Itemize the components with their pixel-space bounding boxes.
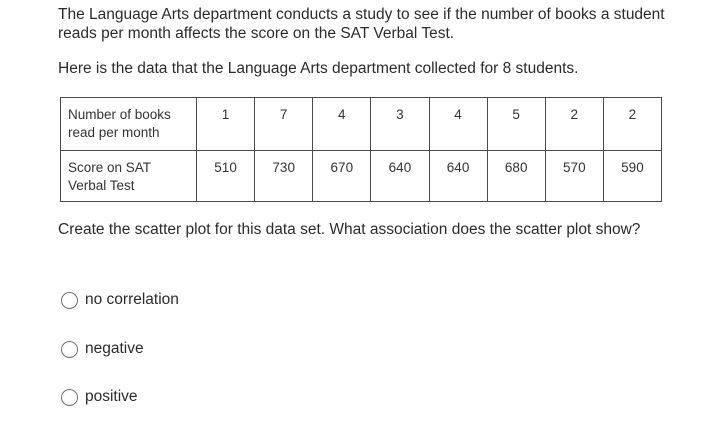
choice-label: no correlation (85, 291, 179, 308)
row-header-books: Number of books read per month (61, 98, 197, 151)
data-lead-in: Here is the data that the Language Arts department collected for 8 students. (58, 60, 579, 77)
table-cell: 730 (255, 151, 313, 202)
table-cell: 4 (313, 98, 371, 151)
table-cell: 3 (371, 98, 429, 151)
table-cell: 640 (371, 151, 429, 202)
table-cell: 4 (429, 98, 487, 151)
radio-button[interactable] (61, 341, 78, 358)
choice-positive[interactable] (61, 386, 138, 408)
choice-label: positive (85, 388, 138, 405)
table-row-scores (61, 151, 662, 202)
data-table (60, 97, 662, 202)
question-text: Create the scatter plot for this data set. What association does the scatter plot show? (58, 221, 641, 238)
table-cell: 590 (603, 151, 661, 202)
table-cell: 640 (429, 151, 487, 202)
table-cell: 680 (487, 151, 545, 202)
table-cell: 510 (197, 151, 255, 202)
problem-intro: The Language Arts department conducts a study to see if the number of books a student reads per month affects the score on the SAT Verbal Test. (58, 6, 665, 42)
table-cell: 670 (313, 151, 371, 202)
choice-negative[interactable] (61, 338, 144, 360)
row-header-scores: Score on SAT Verbal Test (61, 151, 197, 202)
table-cell: 570 (545, 151, 603, 202)
table-cell: 2 (603, 98, 661, 151)
choice-no-correlation[interactable] (61, 289, 179, 311)
table-cell: 7 (255, 98, 313, 151)
radio-button[interactable] (61, 292, 78, 309)
table-row-books (61, 98, 662, 151)
choice-label: negative (85, 340, 144, 357)
radio-button[interactable] (61, 389, 78, 406)
table-cell: 1 (197, 98, 255, 151)
table-cell: 5 (487, 98, 545, 151)
table-cell: 2 (545, 98, 603, 151)
